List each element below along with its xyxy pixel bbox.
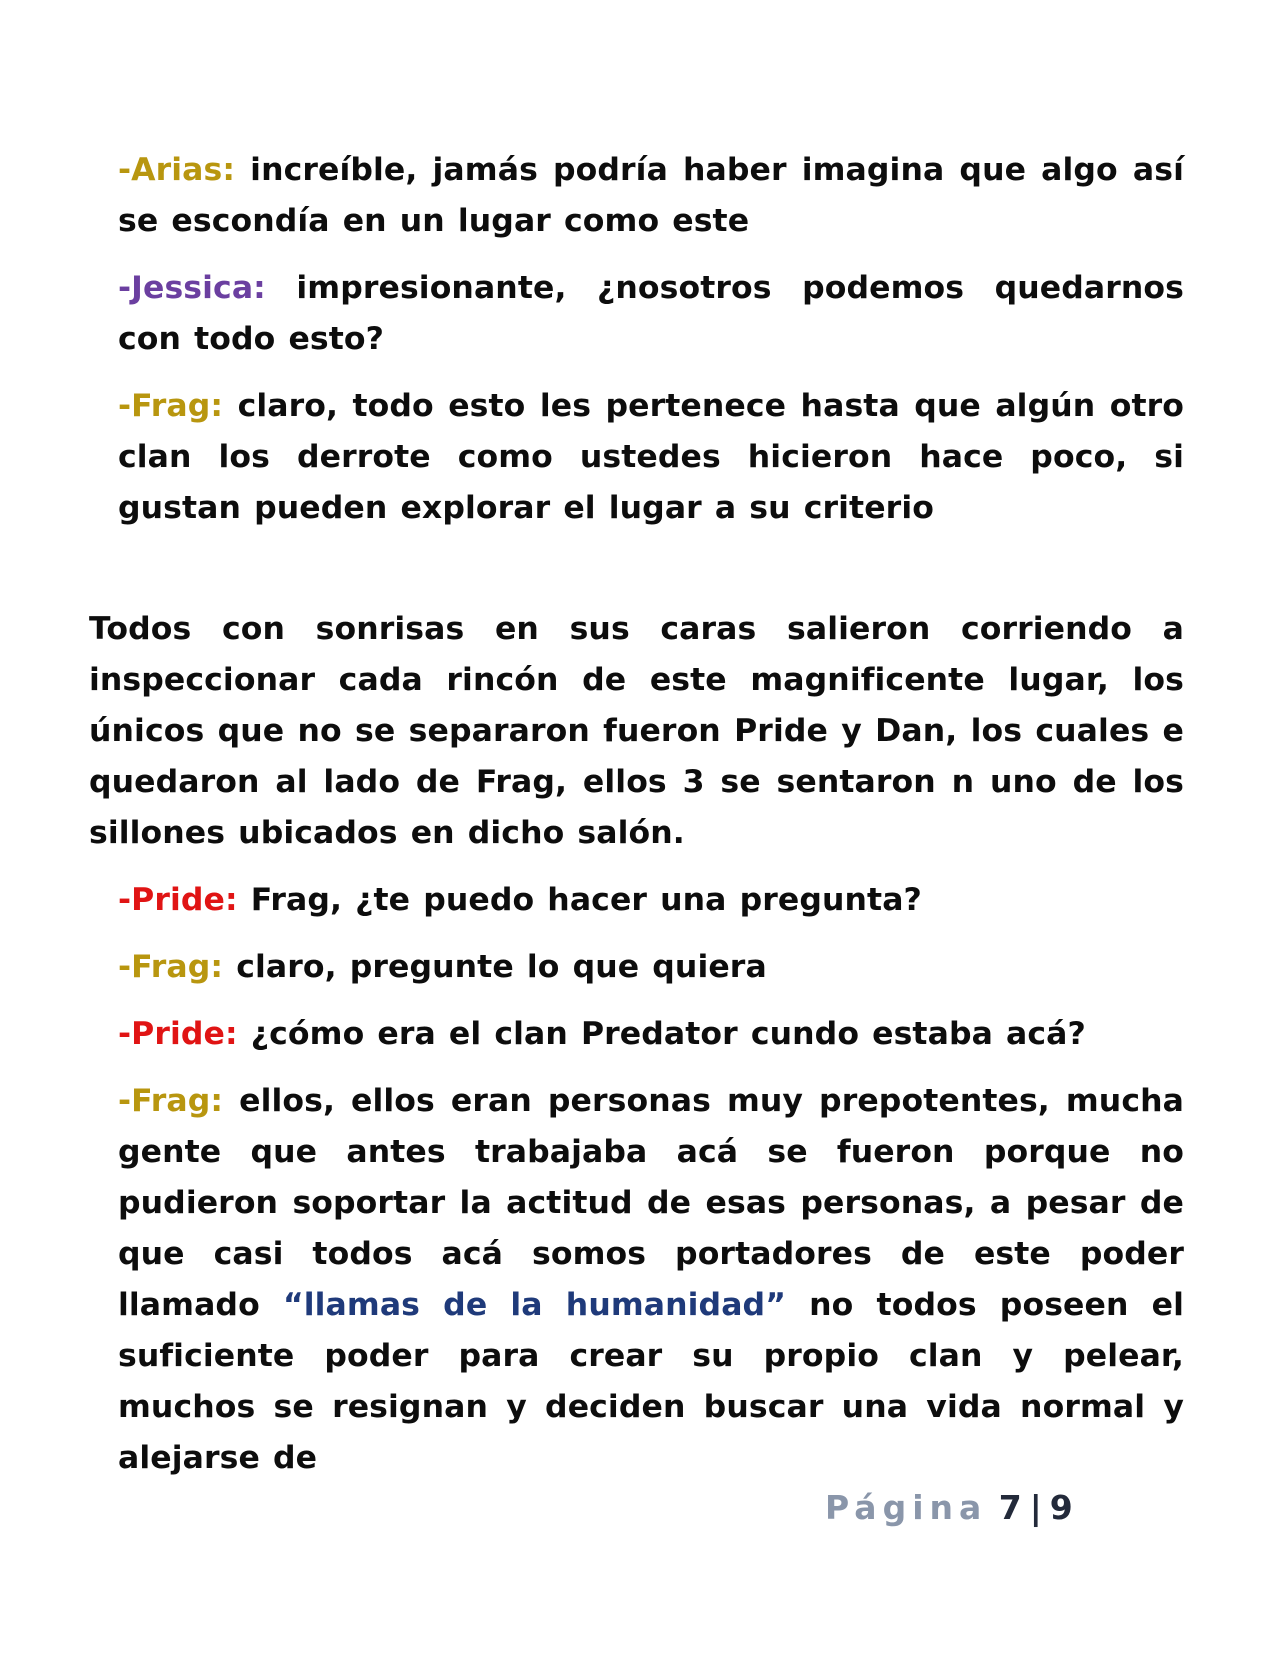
dialogue-text: no todos poseen el suficiente poder para crear su propio clan y pelear, muchos se resignan y deciden buscar una vida normal y alejarse de <box>118 1287 1184 1476</box>
dialogue-text: increíble, jamás podría haber imagina que algo así se escondía en un lugar como este <box>118 152 1184 239</box>
dialogue-line-frag <box>118 1076 1184 1484</box>
dialogue-line-pride <box>118 1009 1184 1060</box>
dialogue-line-frag <box>118 942 1184 993</box>
dialogue-text: ¿cómo era el clan Predator cundo estaba acá? <box>237 1016 1086 1052</box>
speaker-label-frag: -Frag: <box>118 949 224 985</box>
dialogue-text: ellos, ellos eran personas muy prepotentes, mucha gente que antes trabajaba acá se fueron porque no pudieron soportar la actitud de esas personas, a pesar de que casi todos acá somos portadores de este poder llamado <box>118 1083 1184 1323</box>
dialogue-text: impresionante, ¿nosotros podemos quedarnos con todo esto? <box>118 270 1184 357</box>
speaker-label-jessica: -Jessica: <box>118 270 266 306</box>
dialogue-line-pride <box>118 875 1184 926</box>
highlighted-term: “llamas de la humanidad” <box>282 1287 787 1323</box>
page-footer <box>825 1488 1073 1528</box>
page-number: 7 <box>998 1488 1022 1527</box>
page-total: 9 <box>1049 1488 1073 1527</box>
page-label: Página <box>825 1488 988 1527</box>
dialogue-line-frag <box>118 381 1184 534</box>
speaker-label-pride: -Pride: <box>118 1016 238 1052</box>
speaker-label-frag: -Frag: <box>118 388 224 424</box>
dialogue-text: Frag, ¿te puedo hacer una pregunta? <box>237 882 922 918</box>
speaker-label-arias: -Arias: <box>118 152 236 188</box>
page-body <box>89 145 1184 1500</box>
page-separator: | <box>1029 1488 1042 1527</box>
narration-text: Todos con sonrisas en sus caras salieron corriendo a inspeccionar cada rincón de este magnificente lugar, los únicos que no se separaron fueron Pride y Dan, los cuales e quedaron al lado de Frag, ellos 3 se sentaron n uno de los sillones ubicados en dicho salón. <box>89 611 1184 851</box>
dialogue-line-arias <box>118 145 1184 247</box>
dialogue-text: claro, pregunte lo que quiera <box>223 949 767 985</box>
speaker-label-pride: -Pride: <box>118 882 238 918</box>
speaker-label-frag: -Frag: <box>118 1083 224 1119</box>
dialogue-text: claro, todo esto les pertenece hasta que algún otro clan los derrote como ustedes hicieron hace poco, si gustan pueden explorar el lugar a su criterio <box>118 388 1184 526</box>
narration-paragraph <box>89 604 1184 859</box>
dialogue-line-jessica <box>118 263 1184 365</box>
